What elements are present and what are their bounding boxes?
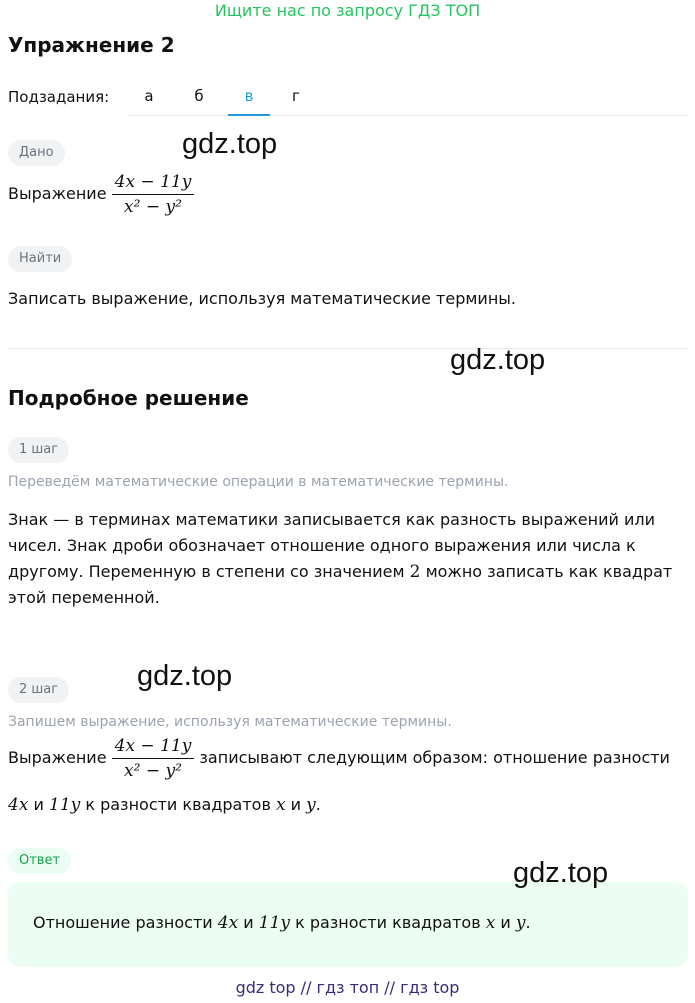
step2-badge: 2 шаг [8, 677, 69, 703]
divider [8, 348, 687, 349]
footer-link-2[interactable]: гдз топ [316, 978, 380, 997]
period: . [315, 795, 321, 814]
step2-line2 [8, 795, 321, 815]
math-4x: 4x [217, 913, 239, 933]
phrase: к разности квадратов [85, 795, 271, 814]
given-expression [8, 172, 194, 217]
step1-text-b: можно записать как квадрат этой переменной. [8, 562, 673, 607]
answer-part: и [238, 913, 259, 932]
watermark: gdz.top [513, 857, 609, 889]
watermark: gdz.top [450, 344, 546, 376]
tab-b[interactable]: б [194, 87, 204, 105]
footer-link-1[interactable]: gdz top [235, 978, 296, 997]
step2-prefix: Выражение [8, 748, 107, 767]
answer-badge: Ответ [8, 848, 71, 874]
subtask-tabs [128, 76, 688, 116]
step2-hint: Запишем выражение, используя математические термины. [8, 714, 452, 730]
find-text: Записать выражение, используя математические термины. [8, 289, 516, 308]
math-4x: 4x [8, 795, 29, 815]
math-11y: 11y [258, 913, 290, 933]
math-x: x [275, 795, 286, 815]
solution-title: Подробное решение [8, 386, 249, 410]
step1-number: 2 [409, 562, 421, 582]
footer-separator: // [300, 978, 312, 997]
math-y: y [306, 795, 316, 815]
footer-separator: // [384, 978, 396, 997]
conj: и [290, 795, 302, 814]
answer-text [33, 913, 531, 933]
step2-suffix: записывают следующим образом: отношение разности [199, 748, 670, 767]
step1-badge: 1 шаг [8, 437, 69, 463]
step2-denominator: x² − y² [112, 758, 195, 781]
find-badge: Найти [8, 246, 72, 272]
given-fraction [112, 172, 195, 217]
answer-part: к разности квадратов [290, 913, 486, 932]
footer-links [0, 978, 695, 997]
step1-hint: Переведём математические операции в математические термины. [8, 474, 509, 490]
answer-part: и [495, 913, 516, 932]
step2-line1 [8, 736, 688, 781]
math-y: y [515, 913, 526, 933]
search-banner: Ищите нас по запросу ГДЗ ТОП [214, 1, 481, 20]
exercise-title: Упражнение 2 [8, 33, 175, 57]
math-x: x [485, 913, 496, 933]
footer-link-3[interactable]: гдз top [400, 978, 460, 997]
watermark: gdz.top [182, 128, 278, 160]
given-prefix: Выражение [8, 184, 107, 203]
subtasks-label: Подзадания: [8, 88, 110, 106]
answer-part: Отношение разности [33, 913, 218, 932]
answer-box [8, 882, 688, 967]
step1-text-a: Знак — в терминах математики записывается как разность выражений или чисел. Знак дроби обозначает отношение одного выражения или числа к другому. Переменную в степени со значением [8, 510, 655, 581]
step1-text [8, 507, 688, 611]
given-denominator: x² − y² [112, 194, 195, 217]
tab-a[interactable]: а [144, 87, 154, 105]
math-11y: 11y [49, 795, 81, 815]
tab-g[interactable]: г [292, 87, 300, 105]
answer-part: . [525, 913, 531, 932]
tab-v[interactable]: в [228, 76, 270, 116]
conj: и [33, 795, 44, 814]
watermark: gdz.top [137, 660, 233, 692]
given-badge: Дано [8, 140, 65, 166]
step2-fraction [112, 736, 195, 781]
step2-numerator: 4x − 11y [114, 736, 192, 756]
given-numerator: 4x − 11y [114, 172, 192, 192]
